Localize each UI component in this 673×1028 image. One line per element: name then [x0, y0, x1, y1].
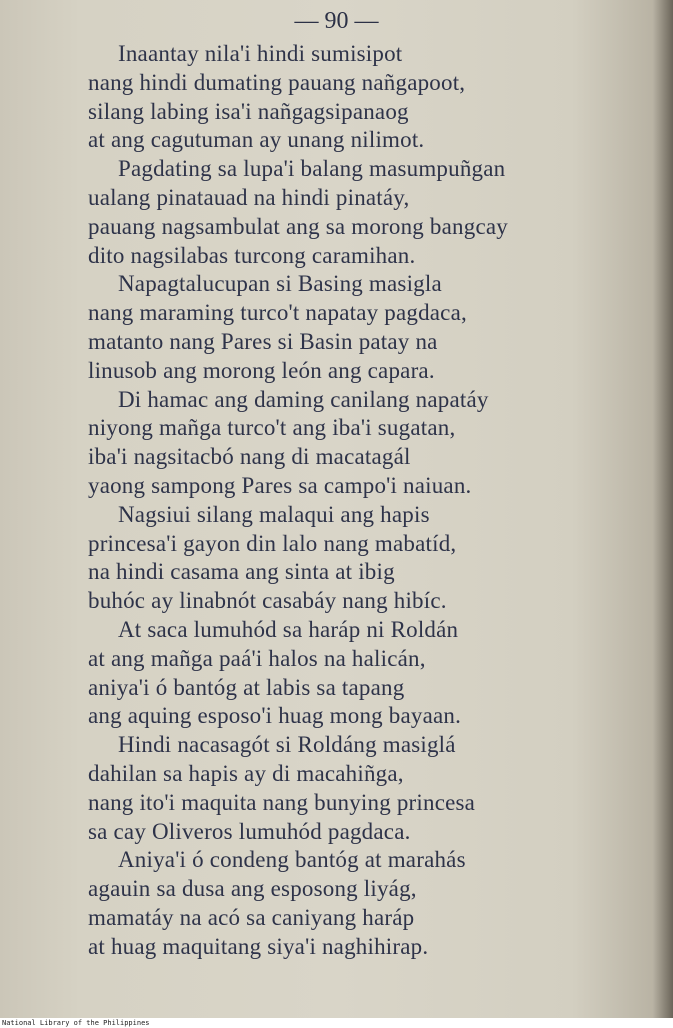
stanza [88, 270, 658, 385]
verse-line: at huag maquitang siya'i naghihirap. [88, 933, 429, 959]
verse-line: Aniya'i ó condeng bantóg at marahás [118, 847, 466, 873]
verse-line: Pagdating sa lupa'i balang masumpuñgan [118, 156, 506, 182]
verse-line: yaong sampong Pares sa campo'i naiuan. [88, 472, 472, 498]
verse-line: linusob ang morong león ang capara. [88, 357, 435, 383]
verse-line: agauin sa dusa ang esposong liyág, [88, 876, 417, 902]
verse-line: nang hindi dumating pauang nañgapoot, [88, 69, 466, 95]
verse-line: princesa'i gayon din lalo nang mabatíd, [88, 530, 457, 556]
verse-line: silang labing isa'i nañgagsipanaog [88, 98, 409, 124]
verse-line: dahilan sa hapis ay di macahiñga, [88, 760, 404, 786]
verse-line: at ang cagutuman ay unang nilimot. [88, 127, 425, 153]
page-number: — 90 — [294, 8, 379, 34]
verse-line: buhóc ay linabnót casabáy nang hibíc. [88, 588, 447, 614]
verse-line: nang ito'i maquita nang bunying princesa [88, 789, 476, 815]
stanza [88, 616, 658, 731]
poem-body [88, 40, 658, 962]
verse-line: aniya'i ó bantóg at labis sa tapang [88, 674, 405, 700]
library-credit: National Library of the Philippines [2, 1019, 150, 1027]
stanza [88, 846, 658, 961]
stanza [88, 386, 658, 501]
stanza [88, 501, 658, 616]
stanza [88, 155, 658, 270]
verse-line: Inaantay nila'i hindi sumisipot [118, 41, 403, 66]
verse-line: ualang pinatauad na hindi pinatáy, [88, 184, 410, 210]
verse-line: iba'i nagsitacbó nang di macatagál [88, 444, 411, 470]
verse-line: Nagsiui silang malaqui ang hapis [118, 501, 430, 527]
verse-line: ang aquing esposo'i huag mong bayaan. [88, 703, 462, 729]
verse-line: Napagtalucupan si Basing masigla [118, 271, 442, 297]
verse-line: niyong mañga turco't ang iba'i sugatan, [88, 415, 456, 441]
verse-line: At saca lumuhód sa haráp ni Roldán [118, 616, 459, 642]
verse-line: dito nagsilabas turcong caramihan. [88, 242, 416, 268]
verse-line: mamatáy na acó sa caniyang haráp [88, 904, 415, 930]
verse-line: na hindi casama ang sinta at ibig [88, 559, 395, 585]
verse-line: pauang nagsambulat ang sa morong bangcay [88, 213, 508, 239]
verse-line: sa cay Oliveros lumuhód pagdaca. [88, 818, 411, 844]
stanza [88, 731, 658, 846]
verse-line: Hindi nacasagót si Roldáng masiglá [118, 732, 456, 758]
stanza [88, 40, 658, 155]
verse-line: Di hamac ang daming canilang napatáy [118, 386, 489, 412]
verse-line: nang maraming turco't napatay pagdaca, [88, 300, 467, 326]
verse-line: at ang mañga paá'i halos na halicán, [88, 645, 426, 671]
verse-line: matanto nang Pares si Basin patay na [88, 328, 438, 354]
